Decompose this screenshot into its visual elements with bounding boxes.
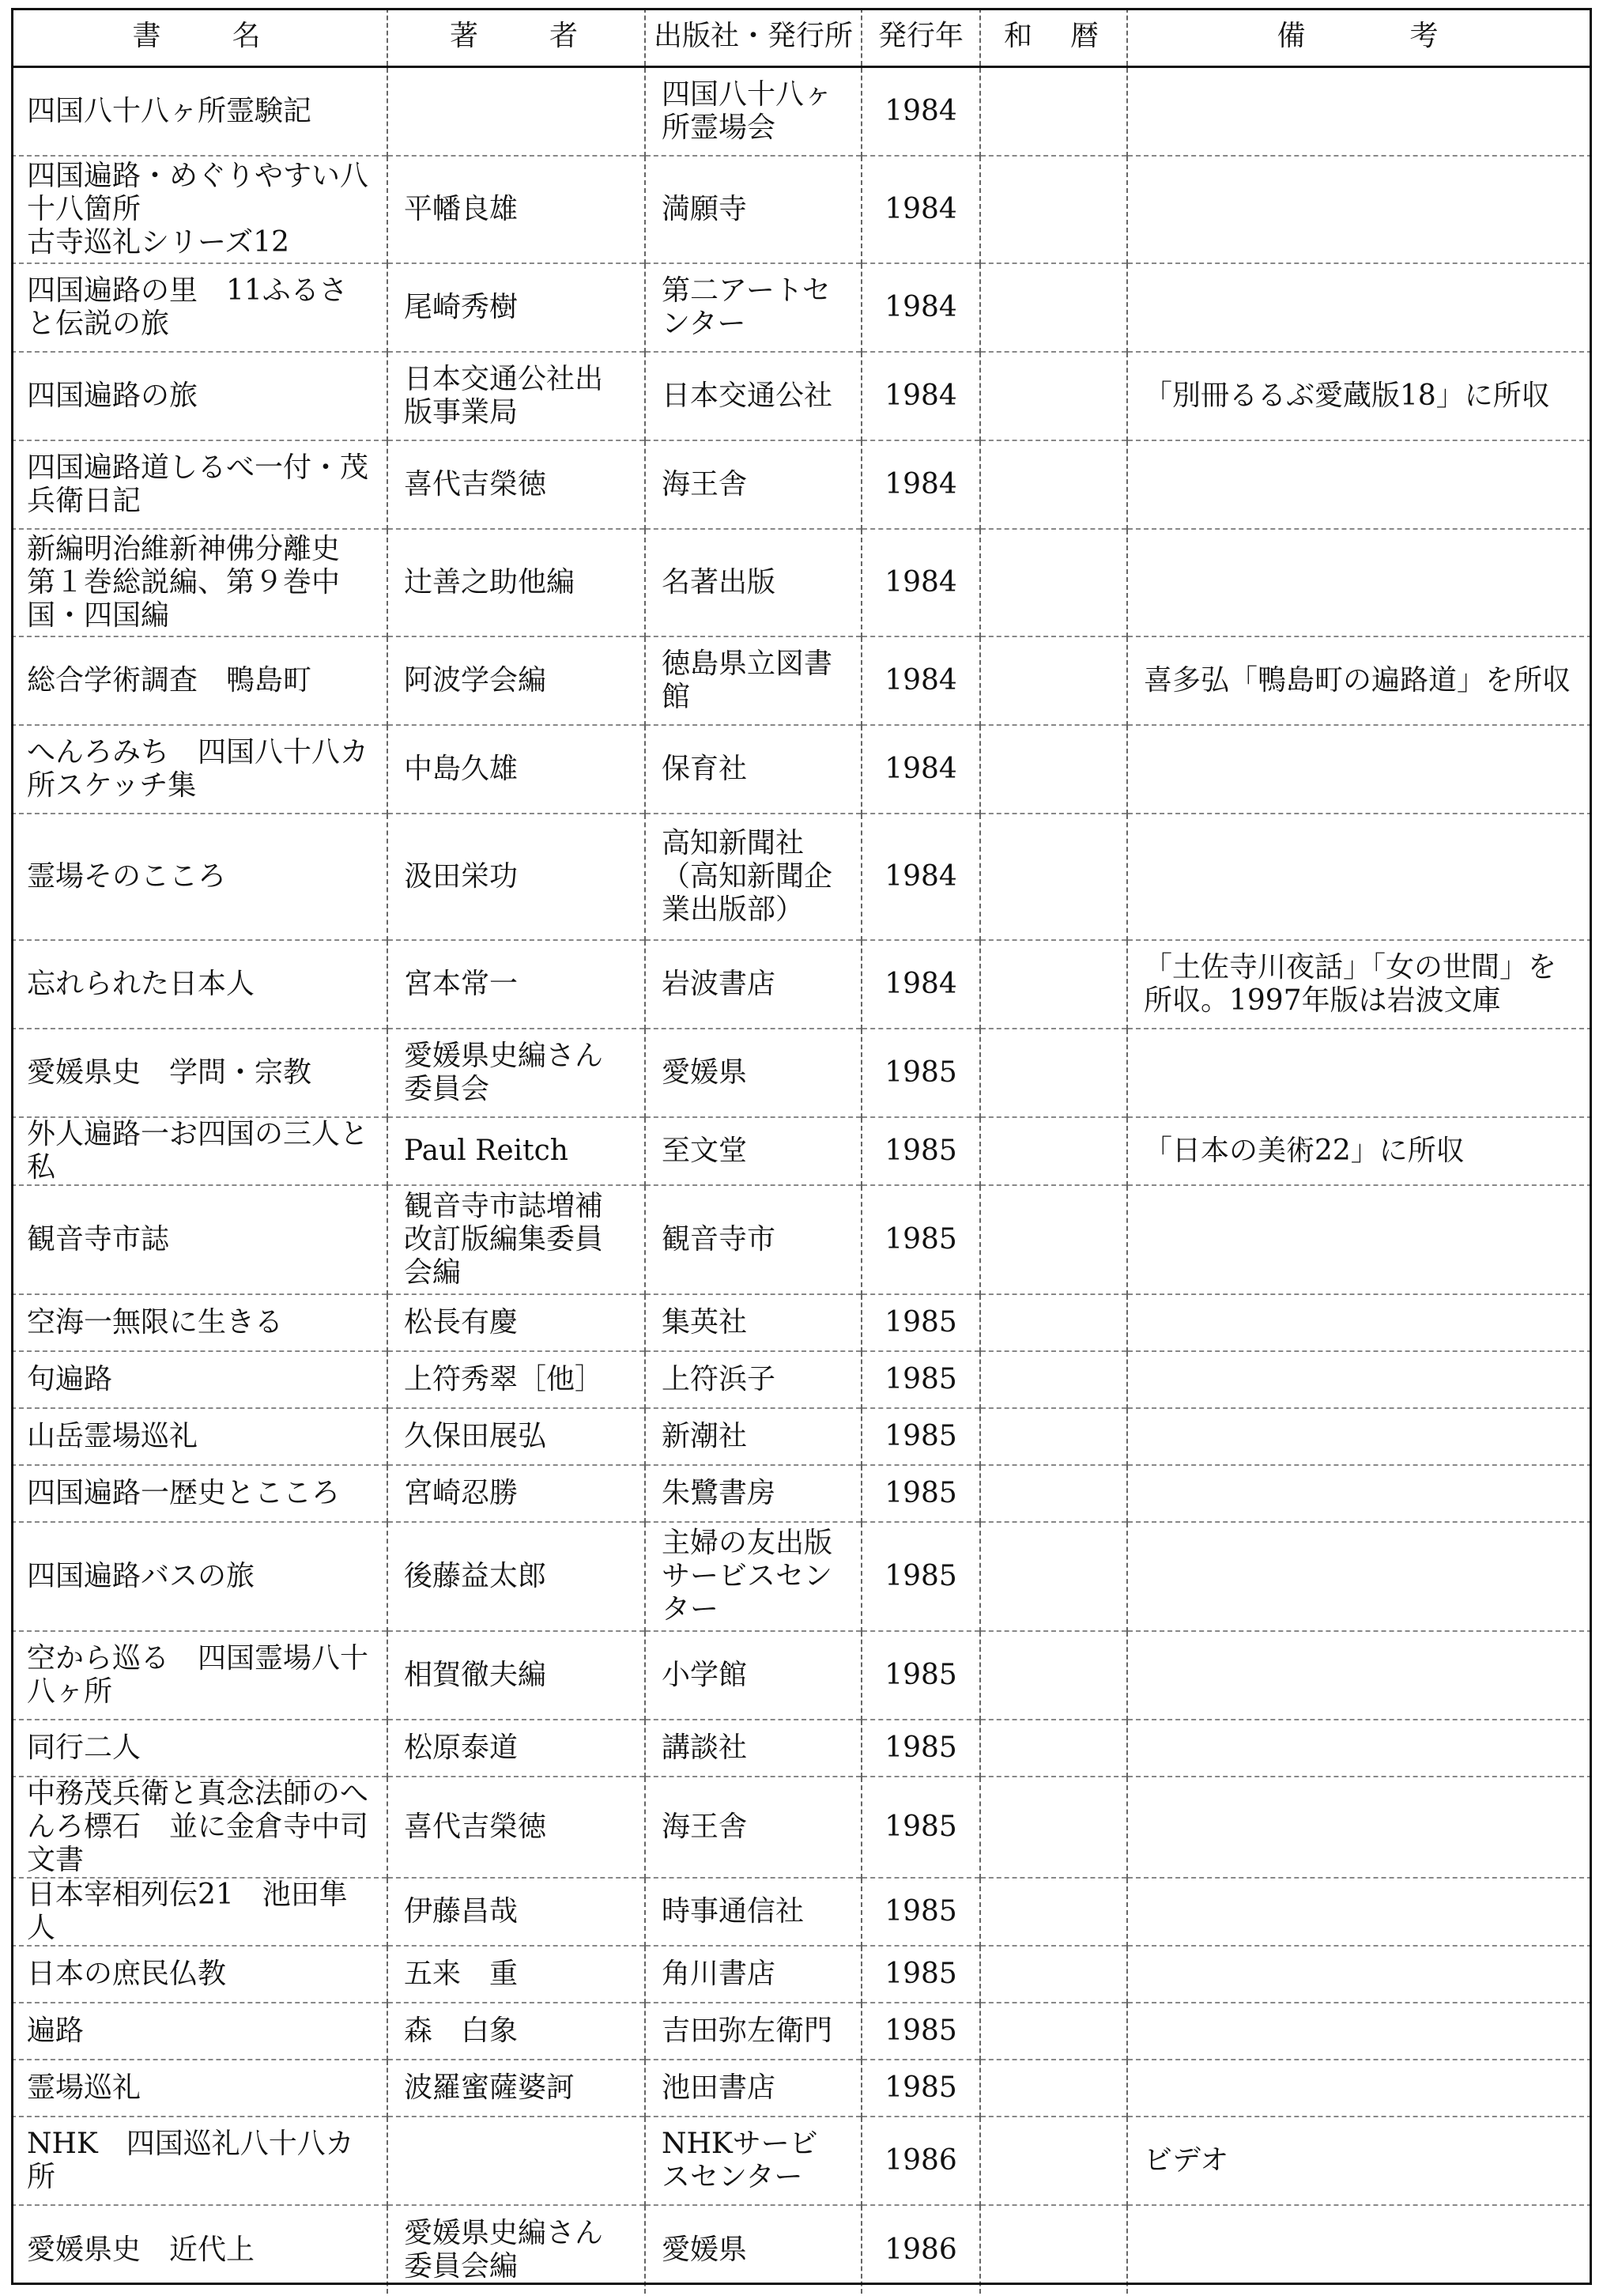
table-row xyxy=(11,1522,1592,1631)
cell-publisher: 愛媛県 xyxy=(645,2205,862,2294)
cell-note xyxy=(1127,725,1592,814)
cell-publisher: 高知新聞社（高知新聞企業出版部） xyxy=(645,814,862,940)
cell-author: 相賀徹夫編 xyxy=(387,1631,645,1720)
table-row xyxy=(11,725,1592,814)
cell-year: 1985 xyxy=(862,2060,980,2117)
cell-wareki xyxy=(980,814,1127,940)
cell-note xyxy=(1127,1720,1592,1777)
cell-note xyxy=(1127,1351,1592,1408)
cell-publisher: 池田書店 xyxy=(645,2060,862,2117)
cell-wareki xyxy=(980,1522,1127,1631)
cell-title: 四国遍路バスの旅 xyxy=(11,1522,387,1631)
cell-author: 喜代吉榮徳 xyxy=(387,440,645,529)
cell-author: 伊藤昌哉 xyxy=(387,1878,645,1946)
cell-wareki xyxy=(980,156,1127,263)
cell-author: 喜代吉榮徳 xyxy=(387,1777,645,1878)
table-row xyxy=(11,1720,1592,1777)
cell-wareki xyxy=(980,1351,1127,1408)
cell-title: 愛媛県史 学問・宗教 xyxy=(11,1029,387,1117)
cell-year: 1986 xyxy=(862,2117,980,2205)
cell-title: 忘れられた日本人 xyxy=(11,940,387,1029)
table-row xyxy=(11,2205,1592,2294)
cell-author: 観音寺市誌増補改訂版編集委員会編 xyxy=(387,1185,645,1294)
cell-note: ビデオ xyxy=(1127,2117,1592,2205)
cell-publisher: 朱鷺書房 xyxy=(645,1465,862,1522)
cell-title: 山岳霊場巡礼 xyxy=(11,1408,387,1465)
cell-publisher: 満願寺 xyxy=(645,156,862,263)
cell-publisher: 第二アートセンター xyxy=(645,263,862,352)
cell-wareki xyxy=(980,1029,1127,1117)
cell-note xyxy=(1127,529,1592,636)
cell-title: 霊場巡礼 xyxy=(11,2060,387,2117)
cell-author: 波羅蜜薩婆訶 xyxy=(387,2060,645,2117)
table-row xyxy=(11,2003,1592,2060)
cell-title: 四国八十八ヶ所霊験記 xyxy=(27,94,312,127)
cell-title: 四国遍路道しるべ一付・茂兵衛日記 xyxy=(11,440,387,529)
cell-publisher: 名著出版 xyxy=(645,529,862,636)
cell-wareki xyxy=(980,2003,1127,2060)
cell-author: 愛媛県史編さん委員会編 xyxy=(387,2205,645,2294)
cell-wareki xyxy=(980,1777,1127,1878)
cell-author: 松原泰道 xyxy=(387,1720,645,1777)
cell-publisher: 徳島県立図書館 xyxy=(645,636,862,725)
cell-author: 宮本常一 xyxy=(387,940,645,1029)
cell-wareki xyxy=(980,1946,1127,2003)
header-wareki: 和 暦 xyxy=(980,8,1127,66)
table-row xyxy=(11,1029,1592,1117)
cell-publisher: 吉田弥左衛門 xyxy=(645,2003,862,2060)
cell-title: 新編明治維新神佛分離史 第１巻総説編、第９巻中国・四国編 xyxy=(11,529,387,636)
cell-title: 四国遍路一歴史とこころ xyxy=(11,1465,387,1522)
cell-wareki xyxy=(980,1465,1127,1522)
table-row xyxy=(11,1777,1592,1878)
table-row xyxy=(11,66,1592,156)
cell-wareki xyxy=(980,1408,1127,1465)
cell-wareki xyxy=(980,1185,1127,1294)
bibliography-table xyxy=(11,8,1592,2294)
cell-author: 森 白象 xyxy=(387,2003,645,2060)
cell-year: 1984 xyxy=(862,940,980,1029)
cell-title: 日本の庶民仏教 xyxy=(11,1946,387,2003)
cell-title: 中務茂兵衛と真念法師のへんろ標石 並に金倉寺中司文書 xyxy=(11,1777,387,1878)
cell-publisher: 海王舎 xyxy=(645,440,862,529)
table-row xyxy=(11,1351,1592,1408)
cell-title: 句遍路 xyxy=(11,1351,387,1408)
cell-publisher: 保育社 xyxy=(645,725,862,814)
cell-author: 愛媛県史編さん委員会 xyxy=(387,1029,645,1117)
cell-author xyxy=(387,2117,645,2205)
cell-note: 喜多弘「鴨島町の遍路道」を所収 xyxy=(1127,636,1592,725)
cell-wareki xyxy=(980,1878,1127,1946)
cell-year: 1985 xyxy=(862,1720,980,1777)
cell-title: 愛媛県史 近代上 xyxy=(11,2205,387,2294)
cell-title: へんろみち 四国八十八カ所スケッチ集 xyxy=(11,725,387,814)
cell-title: 同行二人 xyxy=(11,1720,387,1777)
cell-publisher: 集英社 xyxy=(645,1294,862,1351)
cell-note xyxy=(1127,2205,1592,2294)
cell-title: 総合学術調査 鴨島町 xyxy=(11,636,387,725)
table-row xyxy=(11,1878,1592,1946)
cell-publisher: 岩波書店 xyxy=(645,940,862,1029)
cell-wareki xyxy=(980,2060,1127,2117)
cell-year: 1984 xyxy=(862,156,980,263)
cell-publisher: NHKサービスセンター xyxy=(645,2117,862,2205)
cell-author: 宮崎忍勝 xyxy=(387,1465,645,1522)
cell-publisher: 講談社 xyxy=(645,1720,862,1777)
cell-year: 1984 xyxy=(862,440,980,529)
table-row xyxy=(11,1117,1592,1185)
table-row xyxy=(11,529,1592,636)
cell-author: 尾崎秀樹 xyxy=(387,263,645,352)
cell-note xyxy=(1127,814,1592,940)
cell-year: 1985 xyxy=(862,1117,980,1185)
table-row xyxy=(11,352,1592,440)
cell-title: 外人遍路一お四国の三人と私 xyxy=(11,1117,387,1185)
table-row xyxy=(11,814,1592,940)
table-row xyxy=(11,2117,1592,2205)
cell-note xyxy=(1127,1522,1592,1631)
cell-wareki xyxy=(980,940,1127,1029)
header-note: 備 考 xyxy=(1127,8,1592,66)
cell-publisher: 主婦の友出版サービスセンター xyxy=(645,1522,862,1631)
cell-publisher: 観音寺市 xyxy=(645,1185,862,1294)
cell-author: 日本交通公社出版事業局 xyxy=(387,352,645,440)
cell-publisher: 新潮社 xyxy=(645,1408,862,1465)
table-row xyxy=(11,940,1592,1029)
cell-publisher: 小学館 xyxy=(645,1631,862,1720)
cell-year: 1985 xyxy=(862,1185,980,1294)
cell-year: 1984 xyxy=(862,636,980,725)
cell-title: 四国遍路の旅 xyxy=(11,352,387,440)
cell-year: 1984 xyxy=(862,814,980,940)
cell-title: 霊場そのこころ xyxy=(11,814,387,940)
cell-title: 四国遍路・めぐりやすい八十八箇所 古寺巡礼シリーズ12 xyxy=(11,156,387,263)
cell-note xyxy=(1127,1631,1592,1720)
cell-wareki xyxy=(980,263,1127,352)
table-row xyxy=(11,636,1592,725)
cell-note xyxy=(1127,1777,1592,1878)
header-author: 著 者 xyxy=(387,8,645,66)
cell-author: 久保田展弘 xyxy=(387,1408,645,1465)
table-row xyxy=(11,1294,1592,1351)
cell-wareki xyxy=(980,529,1127,636)
table-row xyxy=(11,1185,1592,1294)
cell-note: 「別冊るるぶ愛蔵版18」に所収 xyxy=(1127,352,1592,440)
cell-wareki xyxy=(980,1117,1127,1185)
cell-year: 1985 xyxy=(862,1522,980,1631)
cell-author xyxy=(387,66,645,156)
cell-title: 空から巡る 四国霊場八十八ヶ所 xyxy=(11,1631,387,1720)
cell-wareki xyxy=(980,352,1127,440)
cell-author: 上符秀翠［他］ xyxy=(387,1351,645,1408)
cell-note xyxy=(1127,66,1592,156)
cell-note xyxy=(1127,156,1592,263)
header-publisher: 出版社・発行所 xyxy=(645,8,862,66)
header-title: 書 名 xyxy=(11,8,387,66)
cell-title: 日本宰相列伝21 池田隼人 xyxy=(11,1878,387,1946)
cell-year: 1984 xyxy=(862,725,980,814)
cell-wareki xyxy=(980,1631,1127,1720)
cell-author: 辻善之助他編 xyxy=(387,529,645,636)
cell-title: 四国遍路の里 11ふるさと伝説の旅 xyxy=(11,263,387,352)
table-row xyxy=(11,1631,1592,1720)
cell-note xyxy=(1127,1185,1592,1294)
cell-note xyxy=(1127,1946,1592,2003)
cell-note xyxy=(1127,2060,1592,2117)
cell-note xyxy=(1127,2003,1592,2060)
table-row xyxy=(11,1465,1592,1522)
cell-wareki xyxy=(980,2117,1127,2205)
cell-publisher: 時事通信社 xyxy=(645,1878,862,1946)
cell-publisher: 日本交通公社 xyxy=(645,352,862,440)
cell-year: 1985 xyxy=(862,1777,980,1878)
cell-author: 平幡良雄 xyxy=(387,156,645,263)
bibliography-page xyxy=(11,8,1592,2285)
cell-note xyxy=(1127,263,1592,352)
table-row xyxy=(11,440,1592,529)
cell-year: 1985 xyxy=(862,1351,980,1408)
cell-publisher: 四国八十八ヶ所霊場会 xyxy=(645,66,862,156)
cell-year: 1985 xyxy=(862,1029,980,1117)
cell-note xyxy=(1127,1029,1592,1117)
cell-note xyxy=(1127,1878,1592,1946)
cell-year: 1984 xyxy=(862,529,980,636)
cell-year: 1985 xyxy=(862,1878,980,1946)
cell-year: 1984 xyxy=(862,66,980,156)
cell-year: 1986 xyxy=(862,2205,980,2294)
cell-title: 空海一無限に生きる xyxy=(11,1294,387,1351)
cell-note xyxy=(1127,440,1592,529)
table-row xyxy=(11,1946,1592,2003)
cell-author: 後藤益太郎 xyxy=(387,1522,645,1631)
cell-year: 1985 xyxy=(862,1631,980,1720)
cell-wareki xyxy=(980,2205,1127,2294)
cell-year: 1984 xyxy=(862,352,980,440)
cell-wareki xyxy=(980,440,1127,529)
cell-year: 1985 xyxy=(862,1408,980,1465)
cell-author: 五来 重 xyxy=(387,1946,645,2003)
cell-publisher: 愛媛県 xyxy=(645,1029,862,1117)
cell-author: 阿波学会編 xyxy=(387,636,645,725)
cell-author: 松長有慶 xyxy=(387,1294,645,1351)
table-row xyxy=(11,156,1592,263)
cell-note: 「日本の美術22」に所収 xyxy=(1127,1117,1592,1185)
cell-wareki xyxy=(980,725,1127,814)
cell-note xyxy=(1127,1465,1592,1522)
table-row xyxy=(11,2060,1592,2117)
header-row xyxy=(11,8,1592,66)
cell-year: 1985 xyxy=(862,1465,980,1522)
cell-year: 1984 xyxy=(862,263,980,352)
cell-wareki xyxy=(980,1720,1127,1777)
cell-wareki xyxy=(980,636,1127,725)
cell-note: 「土佐寺川夜話」「女の世間」を所収。1997年版は岩波文庫 xyxy=(1127,940,1592,1029)
cell-title: 遍路 xyxy=(11,2003,387,2060)
cell-wareki xyxy=(980,1294,1127,1351)
cell-note xyxy=(1127,1294,1592,1351)
cell-publisher: 上符浜子 xyxy=(645,1351,862,1408)
header-year: 発行年 xyxy=(862,8,980,66)
cell-publisher: 至文堂 xyxy=(645,1117,862,1185)
cell-year: 1985 xyxy=(862,1294,980,1351)
cell-author: 中島久雄 xyxy=(387,725,645,814)
cell-author: Paul Reitch xyxy=(387,1117,645,1185)
cell-note xyxy=(1127,1408,1592,1465)
cell-author: 汲田栄功 xyxy=(387,814,645,940)
cell-wareki xyxy=(980,66,1127,156)
table-row xyxy=(11,263,1592,352)
cell-title: 観音寺市誌 xyxy=(11,1185,387,1294)
table-row xyxy=(11,1408,1592,1465)
cell-publisher: 海王舎 xyxy=(645,1777,862,1878)
cell-publisher: 角川書店 xyxy=(645,1946,862,2003)
cell-year: 1985 xyxy=(862,1946,980,2003)
cell-year: 1985 xyxy=(862,2003,980,2060)
cell-title: NHK 四国巡礼八十八カ所 xyxy=(11,2117,387,2205)
